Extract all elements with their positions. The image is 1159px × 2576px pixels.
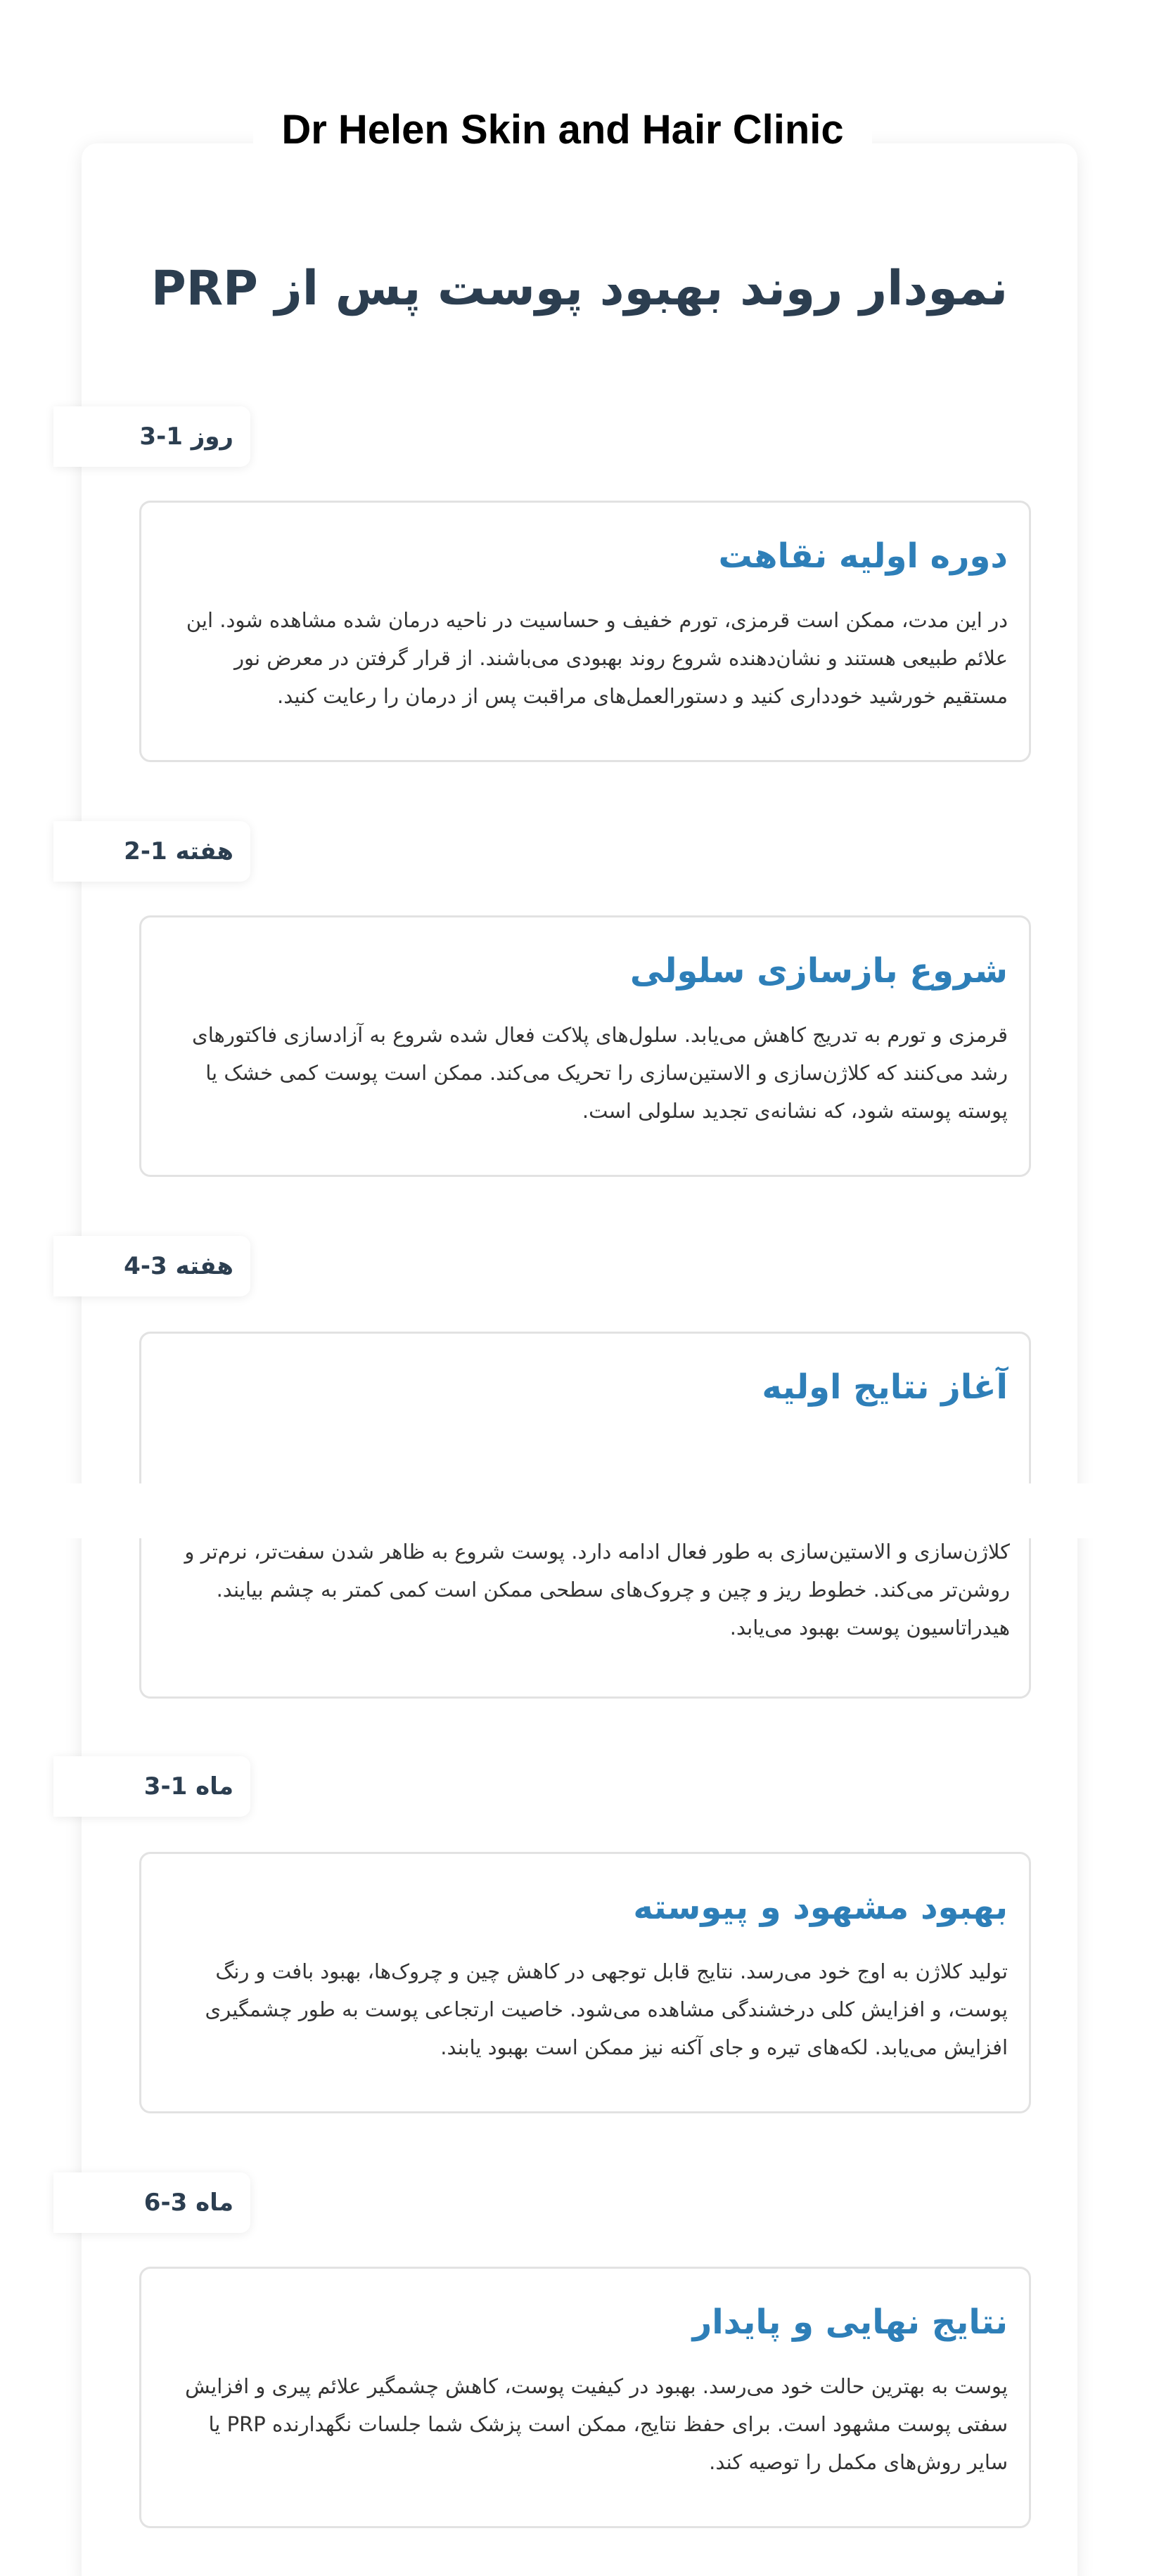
- stage-description: در این مدت، ممکن است قرمزی، تورم خفیف و حساسیت در ناحیه درمان شده مشاهده شود. این علائم طبیعی هستند و نشان‌دهنده شروع روند بهبودی می‌باشند. از قرار گرفتن در معرض نور مستقیم خورشید خودداری کنید و دستورالعمل‌های مراقبت پس از درمان را رعایت کنید.: [186, 608, 1008, 708]
- timeline-date-label: روز 1-3: [139, 423, 233, 451]
- timeline-date-label: ماه 1-3: [143, 1772, 233, 1801]
- capture-seam: [0, 1483, 1159, 1538]
- timeline-date-label: هفته 1-2: [124, 837, 233, 865]
- stage-description: قرمزی و تورم به تدریج کاهش می‌یابد. سلول‌های پلاکت فعال شده شروع به آزادسازی فاکتورهای رشد می‌کنند که کلاژن‌سازی و الاستین‌سازی را تحریک می‌کند. ممکن است پوست کمی خشک یا پوسته پوسته شود، که نشانه‌ی تجدید سلولی است.: [192, 1023, 1008, 1123]
- clinic-brand: Dr Helen Skin and Hair Clinic: [253, 98, 872, 162]
- stage-heading: آغاز نتایج اولیه: [762, 1367, 1008, 1407]
- stage-heading: نتایج نهایی و پایدار: [692, 2303, 1008, 2342]
- timeline-date-label: ماه 3-6: [143, 2189, 233, 2217]
- timeline-date-tag: [53, 2172, 250, 2233]
- timeline-date-tag: [53, 821, 250, 882]
- timeline-card: [139, 915, 1031, 1177]
- stage-description: پوست به بهترین حالت خود می‌رسد. بهبود در کیفیت پوست، کاهش چشمگیر علائم پیری و افزایش سفتی پوست مشهود است. برای حفظ نتایج، ممکن است پزشک شما جلسات نگهدارنده PRP یا سایر روش‌های مکمل را توصیه کند.: [185, 2374, 1008, 2474]
- timeline-date-tag: [53, 406, 250, 467]
- timeline-card: [139, 1852, 1031, 2113]
- stage-heading: دوره اولیه نقاهت: [718, 536, 1008, 576]
- timeline-card: [139, 501, 1031, 762]
- timeline-date-label: هفته 3-4: [124, 1252, 233, 1280]
- timeline-date-tag: [53, 1236, 250, 1296]
- timeline-card: [139, 2267, 1031, 2528]
- stage-description: کلاژن‌سازی و الاستین‌سازی به طور فعال ادامه دارد. پوست شروع به ظاهر شدن سفت‌تر، نرم‌تر و روشن‌تر می‌کند. خطوط ریز و چین و چروک‌های سطحی ممکن است کمی کمتر به چشم بیایند. هیدراتاسیون پوست بهبود می‌یابد.: [184, 1540, 1010, 1640]
- timeline-date-tag: [53, 1756, 250, 1817]
- stage-heading: شروع بازسازی سلولی: [629, 951, 1008, 991]
- stage-description: تولید کلاژن به اوج خود می‌رسد. نتایج قابل توجهی در کاهش چین و چروک‌ها، بهبود بافت و رنگ پوست، و افزایش کلی درخشندگی مشاهده می‌شود. خاصیت ارتجاعی پوست به طور چشمگیری افزایش می‌یابد. لکه‌های تیره و جای آکنه نیز ممکن است بهبود یابند.: [205, 1959, 1008, 2059]
- page-title: نمودار روند بهبود پوست پس از PRP: [151, 260, 1008, 316]
- stage-heading: بهبود مشهود و پیوسته: [633, 1888, 1008, 1927]
